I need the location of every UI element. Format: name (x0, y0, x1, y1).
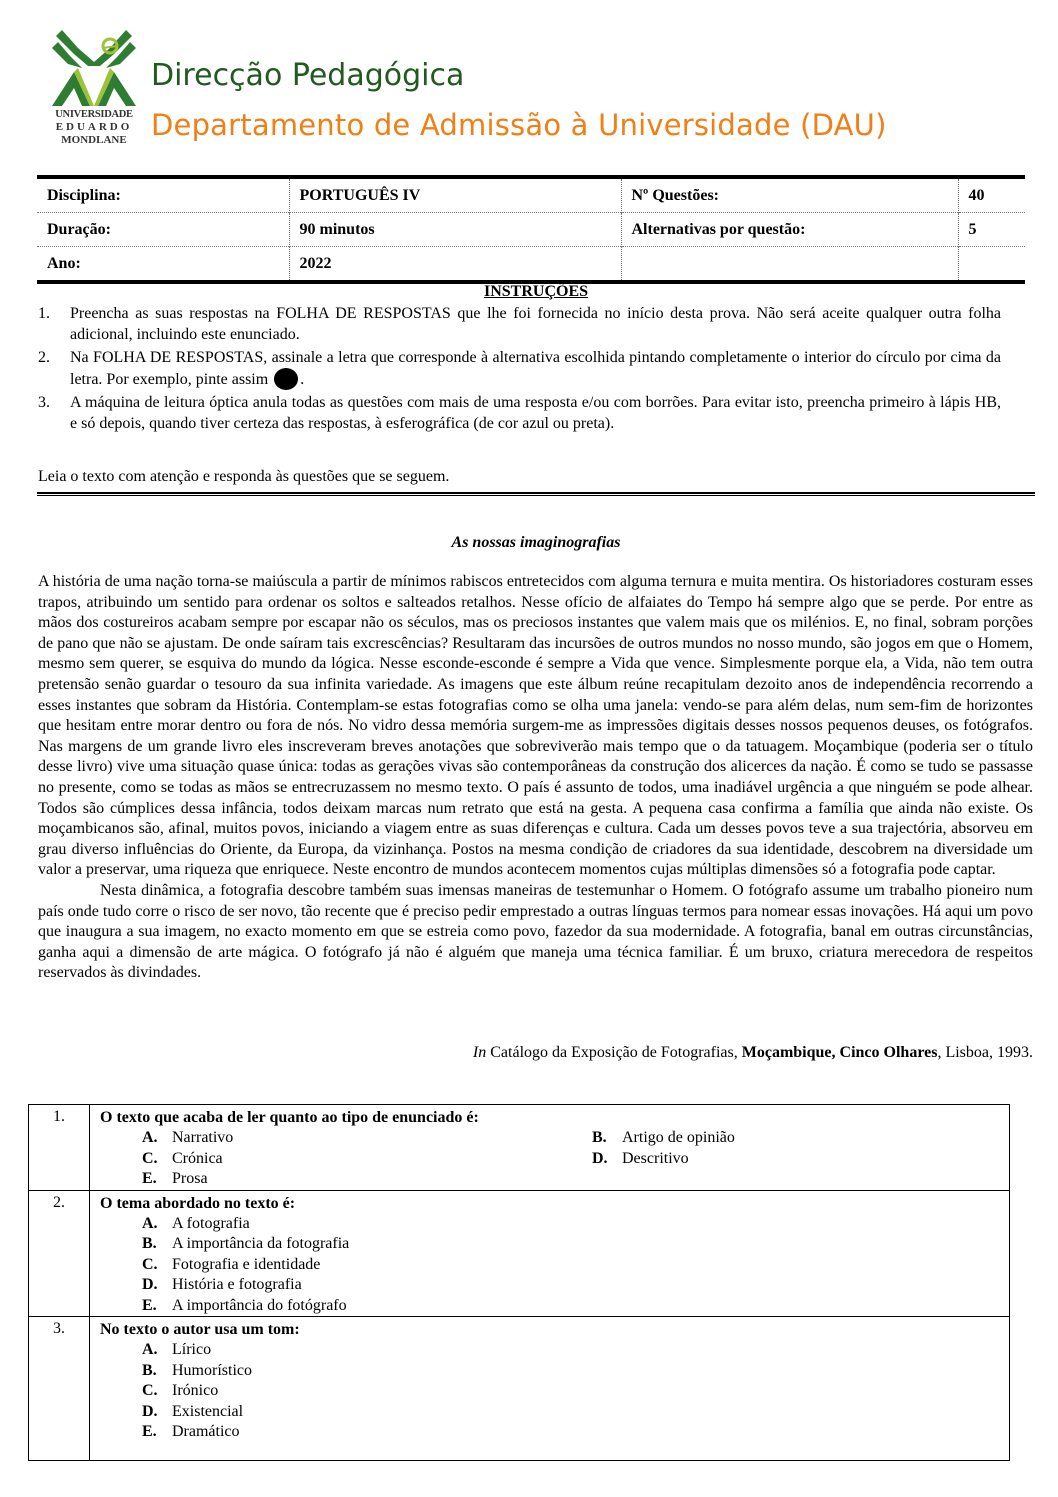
info-value (958, 247, 1025, 283)
passage-body (38, 572, 1033, 984)
question-row (29, 1190, 1010, 1317)
instruction-number: 2. (38, 349, 50, 366)
info-row (37, 213, 1025, 247)
options-list (100, 1214, 1009, 1317)
option-e[interactable]: E. Prosa (142, 1170, 208, 1187)
question-number: 2. (29, 1190, 90, 1317)
option-c[interactable]: C. Irónico (142, 1382, 219, 1399)
info-label: Duração: (37, 213, 289, 247)
info-value: 90 minutos (289, 213, 621, 247)
passage-title: As nossas imaginografias (451, 534, 621, 551)
info-label: Ano: (37, 247, 289, 283)
filled-circle-icon (274, 368, 298, 390)
source-prefix: In (472, 1044, 487, 1061)
question-body (90, 1317, 1010, 1461)
instruction-text: A máquina de leitura óptica anula todas as questões com mais de uma resposta e/ou com borrões. Para evitar isto, preencha primeiro à lápis HB, e só depois, quando tiver certeza das respostas, à esferográfica (de cor azul ou preta). (70, 394, 1001, 432)
options-list (100, 1128, 1009, 1190)
info-value: 2022 (289, 247, 621, 283)
instruction-item (38, 347, 1001, 390)
info-row (37, 177, 1025, 213)
option-c[interactable]: C. Fotografia e identidade (142, 1255, 321, 1273)
question-body (90, 1190, 1010, 1317)
option-b[interactable]: B. Humorístico (142, 1361, 252, 1379)
passage-paragraph: Nesta dinâmica, a fotografia descobre também suas imensas maneiras de testemunhar o Homem. O fotógrafo assume um trabalho pioneiro num país onde tudo corre o risco de ser novo, tão recente que é preciso pedir emprestado a outras línguas termos para nomear essas inovações. Há aqui um povo que inaugura a sua imagem, no exacto momento em que se estreia como povo, fazedor da sua modernidade. A fotografia, banal em outras circunstâncias, ganha aqui a dimensão de arte mágica. O fotógrafo já não é alguém que maneja uma técnica familiar. É um bruxo, criatura merecedora de respeitos reservados às divindades. (38, 881, 1033, 982)
option-a[interactable]: A. Lírico (142, 1341, 212, 1358)
info-label: Disciplina: (37, 177, 289, 213)
question-number: 1. (29, 1105, 90, 1191)
instructions-list (38, 303, 1001, 436)
option-d[interactable]: D. Existencial (142, 1402, 244, 1420)
question-stem: O texto que acaba de ler quanto ao tipo de enunciado é: (100, 1109, 479, 1126)
passage-source (473, 1044, 1033, 1062)
university-logo (48, 26, 140, 150)
question-number: 3. (29, 1317, 90, 1461)
option-c[interactable]: C. Crónica (142, 1149, 223, 1167)
option-d[interactable]: D. Descritivo (592, 1149, 689, 1167)
questions-table (28, 1104, 1010, 1461)
question-stem: No texto o autor usa um tom: (100, 1321, 300, 1338)
exam-info-table (37, 175, 1025, 284)
instruction-number: 3. (38, 394, 50, 411)
source-text: Catálogo da Exposição de Fotografias, (486, 1044, 742, 1061)
info-row (37, 247, 1025, 283)
option-b[interactable]: B. A importância da fotografia (142, 1235, 350, 1252)
header-subtitle: Departamento de Admissão à Universidade (DAU) (151, 108, 887, 142)
info-label: Alternativas por questão: (621, 213, 958, 247)
info-label: Nº Questões: (621, 177, 958, 213)
question-body (90, 1105, 1010, 1191)
instruction-text: Preencha as suas respostas na FOLHA DE RESPOSTAS que lhe foi fornecida no início desta prova. Não será aceite qualquer outra folha adicional, incluindo este enunciado. (70, 305, 1001, 343)
option-a[interactable]: A. Narrativo (142, 1129, 234, 1146)
uem-emblem-icon (48, 26, 140, 108)
instruction-number: 1. (38, 305, 50, 322)
info-value: 40 (968, 186, 985, 204)
question-stem: O tema abordado no texto é: (100, 1194, 296, 1212)
instruction-text-end: . (300, 371, 305, 388)
info-label (621, 247, 958, 283)
logo-wordmark (48, 108, 140, 147)
logo-line-1: UNIVERSIDADE (55, 109, 133, 120)
option-e[interactable]: E. A importância do fotógrafo (142, 1296, 347, 1314)
options-list (100, 1340, 1009, 1443)
source-title: Moçambique, Cinco Olhares (741, 1044, 938, 1061)
logo-line-2: EDUARDO (55, 121, 133, 133)
reading-prompt: Leia o texto com atenção e responda às questões que se seguem. (38, 468, 450, 485)
option-b[interactable]: B. Artigo de opinião (592, 1129, 735, 1146)
logo-line-3: MONDLANE (61, 134, 127, 146)
header-title: Direcção Pedagógica (151, 58, 465, 93)
option-e[interactable]: E. Dramático (142, 1423, 240, 1440)
info-value: PORTUGUÊS IV (289, 177, 621, 213)
passage-paragraph: A história de uma nação torna-se maiúscula a partir de mínimos rabiscos entretecidos com alguma ternura e muita mentira. Os historiadores costuram esses trapos, atribuindo um sentido para ordenar os soltos e salteados retalhos. Nesse ofício de alfaiates do Tempo há sempre algo que se perde. Por entre as mãos dos costureiros acabam sempre por escapar não os séculos, mas os preciosos instantes que valem mais que os milénios. E, no final, sobram porções de pano que não se ajustam. De onde saíram tais excrescências? Resultaram das incursões de outros mundos no nosso mundo, são jogos em que o Homem, mesmo sem querer, se esquiva do mundo da lógica. Nesse esconde-esconde é sempre a Vida que vence. Simplesmente porque ela, a Vida, não tem outra pretensão senão guardar o tesouro da sua infinita variedade. As imagens que este álbum reúne recapitulam dezoito anos de independência recorrendo a esses instantes que sobram da História. Contemplam-se estas fotografias como se olha uma janela: vendo-se para além delas, num sem-fim de horizontes que hesitam entre morar dentro ou fora de nós. No vidro dessa memória surgem-me as impressões digitais desses nossos pequenos deuses, os fotógrafos. Nas margens de um grande livro eles inscreveram breves anotações que sobreviverão mais tempo que o da tatuagem. Moçambique (poderia ser o título desse livro) vive uma situação quase única: todas as gerações vivas são contemporâneas da construção dos alicerces da nação. É como se tudo se passasse no presente, como se todas as mãos se entrecruzassem no mesmo texto. O país é assunto de todos, uma inadiável urgência a que ninguém se pode alhear. Todos são cúmplices dessa infância, todos deixam marcas num retrato que está na gesta. A pequena casa confirma a família que ainda não existe. Os moçambicanos são, afinal, muitos povos, iniciando a viagem entre as suas diferenças e cultura. Cada um desses povos teve a sua trajectória, absorveu em grau diverso influências do Oriente, da Europa, da vizinhança. Postos na mesma condição de criadores da sua identidade, descobrem na diversidade um valor a preservar, uma riqueza que enriquece. Neste encontro de mundos acontecem momentos cujas múltiplas dimensões só a fotografia pode captar. (38, 573, 1033, 879)
option-a[interactable]: A. A fotografia (142, 1214, 250, 1232)
instruction-item (38, 392, 1001, 434)
option-d[interactable]: D. História e fotografia (142, 1276, 302, 1293)
instruction-text: Na FOLHA DE RESPOSTAS, assinale a letra que corresponde à alternativa escolhida pintando completamente o interior do círculo por cima da letra. Por exemplo, pinte assim (70, 349, 1001, 388)
question-row (29, 1105, 1010, 1191)
page-header (48, 26, 948, 151)
double-divider (37, 492, 1035, 496)
source-text-end: , Lisboa, 1993. (937, 1044, 1033, 1061)
info-value: 5 (958, 213, 1025, 247)
instruction-item (38, 303, 1001, 345)
question-row (29, 1317, 1010, 1461)
instructions-title: INSTRUÇÕES (483, 283, 589, 300)
